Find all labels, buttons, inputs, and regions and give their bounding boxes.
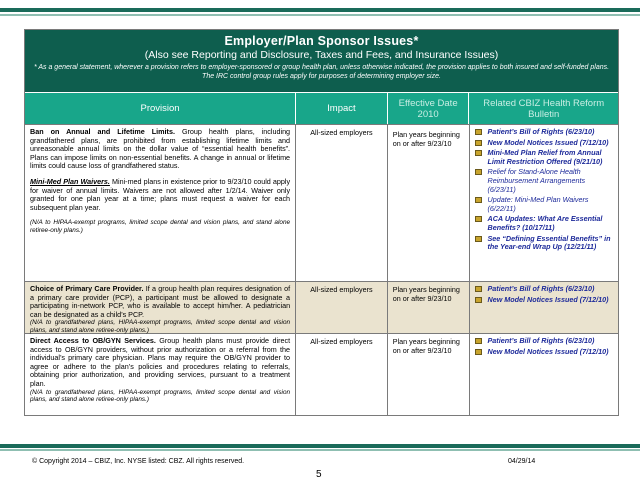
bulletin-link[interactable]: Mini-Med Plan Relief from Annual Limit Restriction Offered (9/21/10) [475, 149, 615, 166]
square-bullet-icon [475, 150, 482, 156]
bulletin-link[interactable]: See “Defining Essential Benefits” in the Year-end Wrap Up (12/21/11) [475, 235, 615, 252]
title-band [25, 30, 618, 92]
bottom-rule [0, 444, 640, 448]
issues-table [24, 29, 619, 416]
square-bullet-icon [475, 197, 482, 203]
footer-date: 04/29/14 [508, 458, 536, 465]
square-bullet-icon [475, 286, 482, 292]
header-provision: Provision [25, 93, 296, 124]
bulletin-link[interactable]: Relief for Stand-Alone Health Reimbursement Arrangements (6/23/11) [475, 168, 615, 194]
general-note: * As a general statement, wherever a provision refers to employer-sponsored or group health plan, unless otherwise indicated, the provision applies to both insured and self-funded plans. The IRC control group rules apply for purposes of determining employer size. [33, 64, 610, 80]
related-bulletin-cell [470, 125, 619, 281]
effective-date-cell: Plan years beginning on or after 9/23/10 [388, 125, 470, 281]
table-row [25, 281, 618, 333]
provision-title: Direct Access to OB/GYN Services. [30, 336, 156, 345]
bulletin-link[interactable]: New Model Notices Issued (7/12/10) [475, 296, 615, 305]
effective-date-cell: Plan years beginning on or after 9/23/10 [388, 334, 470, 415]
provision-cell [25, 334, 296, 415]
bulletin-link[interactable]: Update: Mini-Med Plan Waivers (6/22/11) [475, 196, 615, 213]
square-bullet-icon [475, 297, 482, 303]
impact-cell: All-sized employers [296, 125, 388, 281]
table-row [25, 333, 618, 415]
square-bullet-icon [475, 216, 482, 222]
bottom-rule-thin [0, 449, 640, 451]
impact-cell: All-sized employers [296, 282, 388, 333]
square-bullet-icon [475, 349, 482, 355]
table-row [25, 124, 618, 281]
page-subtitle: (Also see Reporting and Disclosure, Taxes and Fees, and Insurance Issues) [144, 49, 499, 61]
bulletin-link[interactable]: Patient’s Bill of Rights (6/23/10) [475, 128, 615, 137]
provision-text: Group health plans must provide direct access to OB/GYN providers, without prior authorization or a referral from the individual’s primary care physician. Plans may require the OB/GYN provider to agree or adhere to the plan’s policies and procedures relating to referrals, obtaining prior authorization, and providing services, pursuant to a treatment plan. [30, 336, 291, 388]
square-bullet-icon [475, 129, 482, 135]
square-bullet-icon [475, 338, 482, 344]
bulletin-link[interactable]: ACA Updates: What Are Essential Benefits? (10/17/11) [475, 215, 615, 232]
provision-note: (N/A to grandfathered plans, HIPAA-exempt programs, limited scope dental and vision plans, and stand alone retiree-only plans.) [30, 319, 291, 335]
provision-note: (N/A to HIPAA-exempt programs, limited scope dental and vision plans, and stand alone retiree-only plans.) [30, 219, 291, 235]
provision-text: Mini-med plans in existence prior to 9/23/10 could apply for waiver of annual limits. Waivers are not allowed after 1/2/14. Waiver only granted for one plan year at a time; plans must request a waiver for each subsequent plan year. [30, 176, 291, 212]
copyright-footer: © Copyright 2014 – CBIZ, Inc. NYSE listed: CBZ. All rights reserved. [32, 458, 245, 465]
page-title: Employer/Plan Sponsor Issues* [224, 34, 419, 48]
bulletin-link[interactable]: New Model Notices Issued (7/12/10) [475, 348, 615, 357]
related-bulletin-cell [470, 282, 619, 333]
provision-note: (N/A to grandfathered plans, HIPAA-exempt programs, limited scope dental and vision plans, and stand alone retiree-only plans.) [30, 388, 291, 404]
provision-cell [25, 282, 296, 333]
provision-cell [25, 125, 296, 281]
square-bullet-icon [475, 169, 482, 175]
provision-text: If a group health plan requires designation of a primary care provider (PCP), a participant must be allowed to designate a participating in-network PCP, who is available to accept him/her. A pediatrician can be designated as a child’s PCP. [30, 284, 291, 319]
bulletin-link[interactable]: Patient’s Bill of Rights (6/23/10) [475, 337, 615, 346]
header-related-bulletin: Related CBIZ Health Reform Bulletin [483, 97, 605, 120]
header-impact: Impact [296, 93, 388, 124]
provision-title: Ban on Annual and Lifetime Limits. [30, 127, 175, 136]
bulletin-link[interactable]: Patient’s Bill of Rights (6/23/10) [475, 285, 615, 294]
square-bullet-icon [475, 236, 482, 242]
provision-title: Choice of Primary Care Provider. [30, 284, 144, 293]
related-bulletin-cell [470, 334, 619, 415]
page-number: 5 [316, 469, 322, 480]
top-rule-thin [0, 14, 640, 16]
impact-cell: All-sized employers [296, 334, 388, 415]
provision-subtitle: Mini-Med Plan Waivers. [30, 176, 110, 186]
bulletin-link[interactable]: New Model Notices Issued (7/12/10) [475, 139, 615, 148]
provision-text: Group health plans, including grandfathered plans, are prohibited from establishing lifetime limits and unreasonable annual limits on the dollar value of “essential health benefits”. Plans can impose limits on non-essential benefits. A change in annual or lifetime limits could cause loss of grandfathered status. [30, 127, 291, 171]
column-header-row [25, 92, 618, 124]
effective-date-cell: Plan years beginning on or after 9/23/10 [388, 282, 470, 333]
square-bullet-icon [475, 140, 482, 146]
header-effective-date: Effective Date 2010 [388, 93, 470, 124]
top-rule [0, 8, 640, 12]
